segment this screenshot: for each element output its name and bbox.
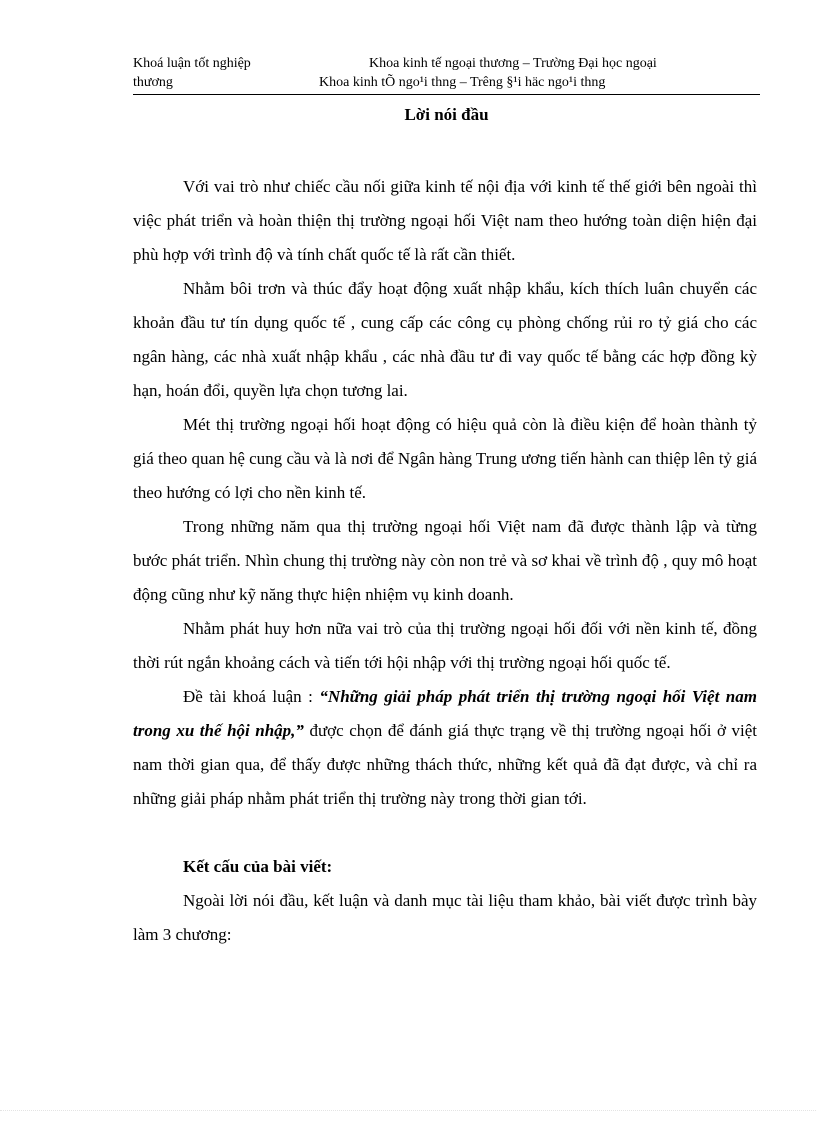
header-thesis-label: Khoá luận tốt nghiệp xyxy=(133,56,251,71)
header-faculty-garbled: Khoa kinh tÕ ngo¹i thng – Trêng §¹i häc ngo¹i thng xyxy=(319,75,606,90)
paragraph-spacer xyxy=(133,816,757,850)
header-wrap-word: thương xyxy=(133,75,173,90)
structure-heading: Kết cấu của bài viết: xyxy=(183,857,333,876)
paragraph-3: Mét thị trường ngoại hối hoạt động có hiệu quả còn là điều kiện để hoàn thành tỷ giá theo quan hệ cung cầu và là nơi để Ngân hàng Trung ương tiến hành can thiệp lên tỷ giá theo hướng có lợi cho nền kinh tế. xyxy=(133,415,757,502)
paragraph-6-suffix: được chọn để đánh giá thực trạng về thị trường ngoại hối ở việt nam thời gian qua, để thấy được những thách thức, những kết quả đã đạt được, và chỉ ra những giải pháp nhằm phát triển thị trường này trong thời gian tới. xyxy=(133,721,757,808)
paragraph-5: Nhằm phát huy hơn nữa vai trò của thị trường ngoại hối đối với nền kinh tế, đồng thời rút ngắn khoảng cách và tiến tới hội nhập với thị trường ngoại hối quốc tế. xyxy=(133,619,757,672)
page-title: Lời nói đầu xyxy=(404,105,489,124)
paragraph-6 xyxy=(133,680,757,816)
document-body xyxy=(133,170,757,952)
page-header xyxy=(133,54,760,96)
thesis-topic-title: “Những giải pháp phát triển thị trường ngoại hối Việt nam trong xu thế hội nhập,” xyxy=(133,687,757,740)
header-line-1 xyxy=(133,54,760,73)
paragraph-6-prefix: Đề tài khoá luận : xyxy=(183,687,320,706)
paragraph-1: Với vai trò như chiếc cầu nối giữa kinh tế nội địa với kinh tế thế giới bên ngoài thì việc phát triển và hoàn thiện thị trường ngoại hối Việt nam theo hướng toàn diện hiện đại phù hợp với trình độ và tính chất quốc tế là rất cần thiết. xyxy=(133,177,757,264)
paragraph-2: Nhằm bôi trơn và thúc đẩy hoạt động xuất nhập khẩu, kích thích luân chuyển các khoản đầu tư tín dụng quốc tế , cung cấp các công cụ phòng chống rủi ro tỷ giá cho các ngân hàng, các nhà xuất nhập khẩu , các nhà đầu tư đi vay quốc tế bằng các hợp đồng kỳ hạn, hoán đổi, quyền lựa chọn tương lai. xyxy=(133,279,757,400)
paragraph-7: Ngoài lời nói đầu, kết luận và danh mục tài liệu tham khảo, bài viết được trình bày làm 3 chương: xyxy=(133,891,757,944)
header-line-2 xyxy=(133,73,760,92)
paragraph-4: Trong những năm qua thị trường ngoại hối Việt nam đã được thành lập và từng bước phát triển. Nhìn chung thị trường này còn non trẻ và sơ khai về trình độ , quy mô hoạt động cũng như kỹ năng thực hiện nhiệm vụ kinh doanh. xyxy=(133,517,757,604)
header-divider xyxy=(133,94,760,95)
page-bottom-border xyxy=(0,1110,816,1111)
header-faculty-label: Khoa kinh tế ngoại thương – Trường Đại học ngoại xyxy=(369,56,657,71)
